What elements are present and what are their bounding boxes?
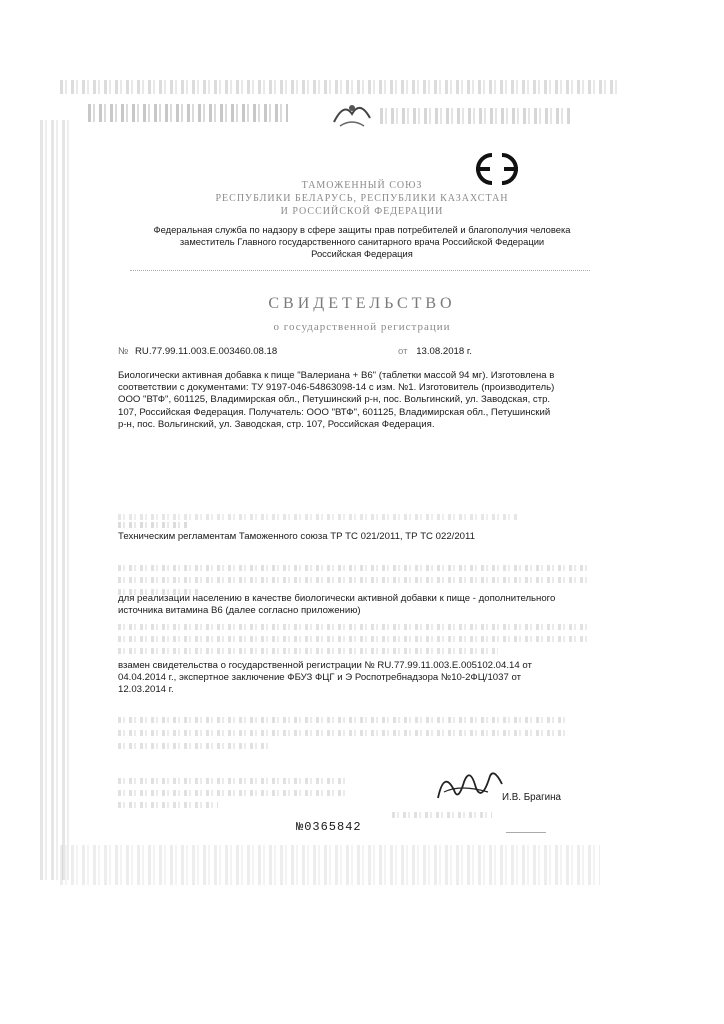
basis-line-2: 04.04.2014 г., экспертное заключение ФБУЗ ФЦГ и Э Роспотребнадзора №10-2ФЦ/1037 от	[118, 672, 522, 684]
registration-date-prefix: от	[398, 346, 408, 357]
registration-date-row	[398, 346, 472, 358]
scan-noise-header-right	[380, 108, 570, 124]
compliance-text: Техническим регламентам Таможенного союза ТР ТС 021/2011, ТР ТС 022/2011	[118, 531, 475, 542]
divider-dots	[130, 270, 590, 271]
faint-print-13	[118, 790, 348, 796]
registration-number-prefix: №	[118, 346, 129, 357]
document-title: СВИДЕТЕЛЬСТВО	[268, 295, 456, 312]
product-line-3: ООО "ВТФ", 601125, Владимирская обл., Петушинский р-н, пос. Вольгинский, ул. Заводская, стр.	[118, 394, 551, 406]
signatory-name: И.В. Брагина	[502, 792, 561, 803]
faint-print-2	[118, 522, 188, 528]
product-line-2: соответствии с документами: ТУ 9197-046-54863098-14 с изм. №1. Изготовитель (производитель)	[118, 382, 555, 394]
emblem-icon	[328, 92, 376, 134]
union-name: ТАМОЖЕННЫЙ СОЮЗ	[301, 180, 423, 191]
usage-line-2: источника витамина В6 (далее согласно приложению)	[118, 605, 361, 617]
faint-print-11	[118, 743, 268, 749]
basis-description	[118, 660, 588, 697]
states-line-2: И РОССИЙСКОЙ ФЕДЕРАЦИИ	[280, 206, 444, 217]
states-line-1: РЕСПУБЛИКИ БЕЛАРУСЬ, РЕСПУБЛИКИ КАЗАХСТАН	[215, 193, 509, 204]
faint-print-15	[392, 812, 492, 818]
faint-print-1	[118, 514, 518, 520]
product-line-1: Биологически активная добавка к пище "Валериана + В6" (таблетки массой 94 мг). Изготовлена в	[118, 370, 555, 381]
basis-line-3: 12.03.2014 г.	[118, 684, 174, 696]
registration-number: RU.77.99.11.003.Е.003460.08.18	[134, 346, 278, 357]
faint-print-3	[118, 565, 588, 571]
authority-line-1: Федеральная служба по надзору в сфере защиты прав потребителей и благополучия человека	[153, 224, 571, 235]
product-description	[118, 370, 588, 431]
faint-print-14	[118, 802, 218, 808]
scan-noise-header	[88, 104, 288, 122]
scan-noise-bottom	[60, 845, 600, 885]
faint-print-10	[118, 730, 568, 736]
faint-print-12	[118, 778, 348, 784]
product-line-4: 107, Российская Федерация. Получатель: ООО "ВТФ", 601125, Владимирская обл., Петушинский	[118, 406, 551, 418]
authority-line-3: Российская Федерация	[311, 248, 413, 259]
stamp-mark	[506, 820, 546, 833]
basis-line-1: взамен свидетельства о государственной регистрации № RU.77.99.11.003.Е.005102.04.14 от	[118, 660, 532, 671]
authority-line-2: заместитель Главного государственного санитарного врача Российской Федерации	[179, 236, 545, 247]
registration-date: 13.08.2018 г.	[416, 346, 472, 357]
faint-print-6	[118, 624, 588, 630]
faint-print-7	[118, 636, 588, 642]
usage-description	[118, 593, 588, 617]
product-line-5: р-н, пос. Вольгинский, ул. Заводская, стр. 107, Российская Федерация.	[118, 418, 435, 430]
document-subtitle: о государственной регистрации	[273, 321, 451, 333]
signature-icon	[430, 762, 510, 810]
form-serial-number: №0365842	[296, 820, 362, 834]
registration-number-row	[118, 346, 277, 358]
faint-print-4	[118, 577, 588, 583]
usage-line-1: для реализации населению в качестве биологически активной добавки к пище - дополнительного	[118, 593, 556, 604]
scan-noise-left-margin	[40, 120, 70, 880]
faint-print-9	[118, 717, 568, 723]
faint-print-8	[118, 648, 498, 654]
